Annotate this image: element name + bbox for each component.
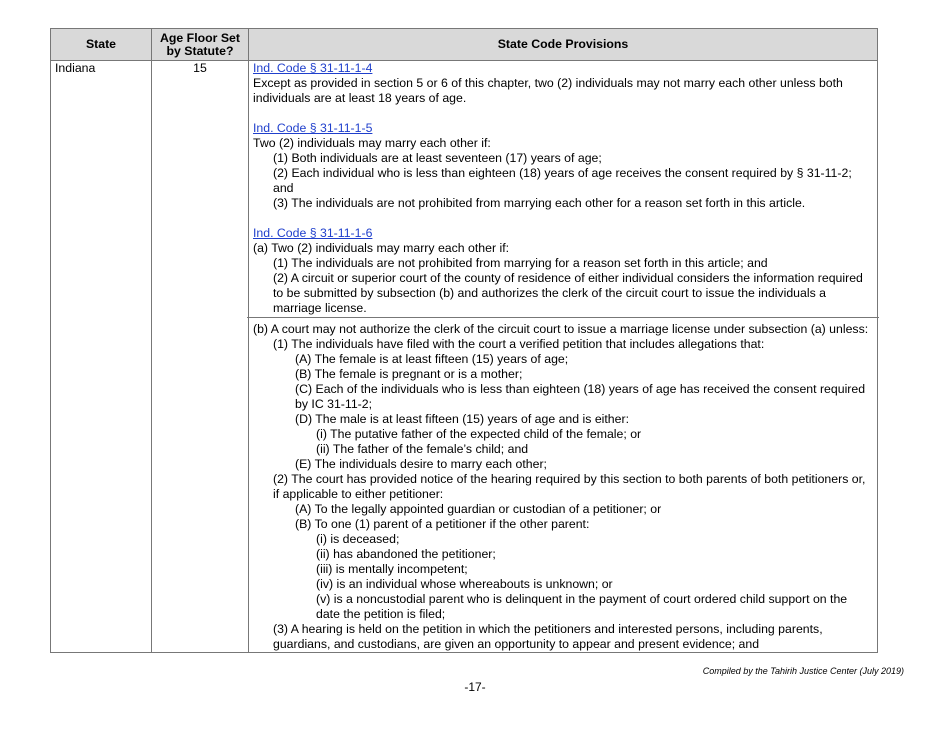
compiled-by-credit: Compiled by the Tahirih Justice Center (July 2019) [702, 666, 904, 676]
header-provisions: State Code Provisions [249, 29, 878, 61]
subsection-intro: (b) A court may not authorize the clerk of the circuit court to issue a marriage license under subsection (a) unless: [253, 322, 869, 336]
list-item: (B) The female is pregnant or is a mother; [295, 367, 523, 381]
cell-state: Indiana [51, 61, 152, 653]
list-item: (2) Each individual who is less than eighteen (18) years of age receives the consent required by § 31-11-2; and [273, 166, 852, 195]
list-item: (iv) is an individual whose whereabouts is unknown; or [316, 577, 613, 591]
list-item: (D) The male is at least fifteen (15) years of age and is either: [295, 412, 629, 426]
list-item: (1) The individuals have filed with the court a verified petition that includes allegations that: [273, 337, 765, 351]
section-intro: Two (2) individuals may marry each other if: [253, 136, 491, 150]
list-item: (i) The putative father of the expected child of the female; or [316, 427, 642, 441]
citation-link-31-11-1-4[interactable]: Ind. Code § 31-11-1-4 [253, 61, 373, 75]
list-item: (v) is a noncustodial parent who is delinquent in the payment of court ordered child support on the date the petition is filed; [316, 592, 848, 621]
citation-link-31-11-1-6[interactable]: Ind. Code § 31-11-1-6 [253, 226, 373, 240]
section-divider [247, 317, 879, 318]
section-31-11-1-6 [253, 226, 873, 316]
page-number: -17- [464, 680, 486, 694]
list-item: (iii) is mentally incompetent; [316, 562, 468, 576]
list-item: (ii) The father of the female’s child; and [316, 442, 529, 456]
list-item: (A) To the legally appointed guardian or custodian of a petitioner; or [295, 502, 662, 516]
section-31-11-1-4 [253, 61, 873, 106]
list-item: (B) To one (1) parent of a petitioner if the other parent: [295, 517, 590, 531]
list-item: (C) Each of the individuals who is less than eighteen (18) years of age has received the consent required by IC 31-11-2; [295, 382, 866, 411]
header-age-floor [152, 29, 249, 61]
citation-link-31-11-1-5[interactable]: Ind. Code § 31-11-1-5 [253, 121, 373, 135]
list-item: (E) The individuals desire to marry each other; [295, 457, 547, 471]
list-item: (i) is deceased; [316, 532, 400, 546]
list-item: (1) The individuals are not prohibited from marrying for a reason set forth in this article; and [273, 256, 768, 270]
cell-age-floor: 15 [152, 61, 249, 653]
section-intro: (a) Two (2) individuals may marry each other if: [253, 241, 510, 255]
subsection-b [253, 322, 873, 652]
section-text: Except as provided in section 5 or 6 of this chapter, two (2) individuals may not marry each other unless both individuals are at least 18 years of age. [253, 76, 843, 105]
list-item: (2) The court has provided notice of the hearing required by this section to both parents of both petitioners or, if applicable to either petitioner: [273, 472, 866, 501]
header-age-line1: Age Floor Set [160, 30, 240, 45]
list-item: (2) A circuit or superior court of the county of residence of either individual considers the information required to be submitted by subsection (b) and authorizes the clerk of the circuit court to issue the individuals a marriage license. [273, 271, 863, 315]
list-item: (3) A hearing is held on the petition in which the petitioners and interested persons, including parents, guardians, and custodians, are given an opportunity to appear and present evidence; and [273, 622, 823, 651]
list-item: (1) Both individuals are at least seventeen (17) years of age; [273, 151, 602, 165]
cell-provisions [249, 61, 878, 653]
statutes-table [50, 28, 878, 653]
section-31-11-1-5 [253, 121, 873, 211]
list-item: (3) The individuals are not prohibited from marrying each other for a reason set forth in this article. [273, 196, 806, 210]
header-row [51, 29, 878, 61]
list-item: (A) The female is at least fifteen (15) years of age; [295, 352, 569, 366]
table-row [51, 61, 878, 653]
header-age-line2: by Statute? [166, 43, 234, 58]
list-item: (ii) has abandoned the petitioner; [316, 547, 496, 561]
header-state: State [51, 29, 152, 61]
